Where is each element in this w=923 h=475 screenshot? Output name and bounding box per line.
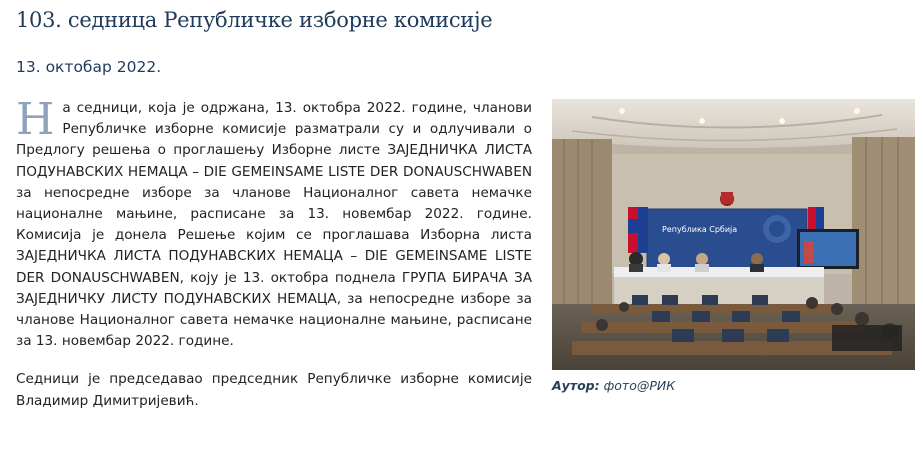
caption-label: Аутор: [552,378,600,393]
session-photo[interactable] [552,99,915,370]
article-paragraph-2: Седници је председавао председник Републичке изборне комисије Владимир Димитријевић. [16,371,532,409]
publish-date: 13. октобар 2022. [16,58,162,76]
article-paragraph-1 [16,94,532,352]
photo-caption [552,378,915,393]
page-title: 103. седница Републичке изборне комисије [16,8,493,32]
article-body [16,94,532,412]
drop-cap-letter: Н [16,94,55,145]
paragraph-1-text: а седници, која је одржана, 13. октобра 2022. године, чланови Републичке изборне комисије разматрали су и одлучивали о Предлогу решења о проглашењу Изборне листе ЗАЈЕДНИЧКА ЛИСТА ПОДУНАВСКИХ НЕМАЦА – DIE GEMEINSAME LISTE DER DONAUSCHWABEN за непосредне изборе за чланове Националног савета немачке националне мањине, расписане за 13. новембар 2022. године. Комисија је донела Решење којим се проглашава Изборна листа ЗАЈЕДНИЧКА ЛИСТА ПОДУНАВСКИХ НЕМАЦА – DIE GEMEINSAME LISTE DER DONAUSCHWABEN, коју је 13. октобра поднела ГРУПА БИРАЧА ЗА ЗАЈЕДНИЧКУ ЛИСТУ ПОДУНАВСКИХ НЕМАЦА, за непосредне изборе за чланове Националног савета немачке националне мањине, расписане за 13. новембар 2022. године. [16,100,532,350]
article-figure [552,99,915,393]
banner-text: Република Србија [662,225,738,234]
caption-value: фото@РИК [603,378,676,393]
